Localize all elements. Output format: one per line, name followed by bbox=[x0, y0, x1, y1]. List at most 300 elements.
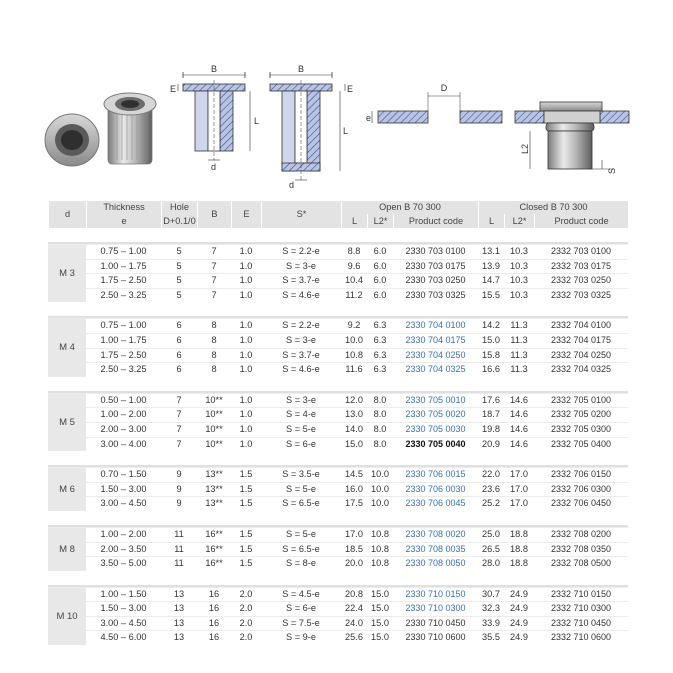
open-l2-cell: 10.8 bbox=[367, 542, 393, 557]
open-l-cell: 11.2 bbox=[341, 288, 367, 303]
s-cell: S = 2.2-e bbox=[261, 244, 341, 259]
e-cell: 2.0 bbox=[231, 616, 261, 631]
hole-cell: 11 bbox=[161, 556, 197, 571]
closed-l2-cell: 14.6 bbox=[504, 393, 534, 408]
s-cell: S = 6-e bbox=[261, 601, 341, 616]
closed-code-cell: 2332 703 0250 bbox=[534, 273, 628, 288]
group-spacer bbox=[48, 377, 628, 393]
closed-l-cell: 30.7 bbox=[478, 587, 504, 602]
closed-code-cell: 2332 710 0150 bbox=[534, 587, 628, 602]
thickness-cell: 2.50 – 3.25 bbox=[86, 288, 161, 303]
s-cell: S = 8-e bbox=[261, 556, 341, 571]
table-row bbox=[48, 467, 628, 482]
hole-cell: 5 bbox=[161, 273, 197, 288]
open-l2-cell: 8.0 bbox=[367, 393, 393, 408]
s-cell: S = 3.7-e bbox=[261, 348, 341, 363]
hole-cell: 11 bbox=[161, 542, 197, 557]
thickness-cell: 1.50 – 3.00 bbox=[86, 482, 161, 497]
open-code-cell: 2330 704 0325 bbox=[393, 362, 478, 377]
thickness-cell: 0.75 – 1.00 bbox=[86, 244, 161, 259]
hole-cell: 5 bbox=[161, 288, 197, 303]
closed-code-cell: 2332 703 0100 bbox=[534, 244, 628, 259]
closed-l2-cell: 10.3 bbox=[504, 259, 534, 274]
open-l-cell: 13.0 bbox=[341, 407, 367, 422]
e-cell: 1.0 bbox=[231, 288, 261, 303]
s-cell: S = 3-e bbox=[261, 333, 341, 348]
closed-l2-cell: 11.3 bbox=[504, 362, 534, 377]
e-cell: 1.0 bbox=[231, 407, 261, 422]
e-cell: 1.0 bbox=[231, 437, 261, 452]
closed-code-cell: 2332 708 0200 bbox=[534, 527, 628, 542]
closed-code-cell: 2332 710 0300 bbox=[534, 601, 628, 616]
size-cell: M 6 bbox=[48, 467, 86, 511]
closed-l-cell: 26.5 bbox=[478, 542, 504, 557]
open-rivet-nut-drawing bbox=[178, 72, 250, 160]
open-l-cell: 10.4 bbox=[341, 273, 367, 288]
closed-rivet-nut-drawing bbox=[270, 72, 345, 180]
open-l-cell: 17.5 bbox=[341, 496, 367, 511]
s-cell: S = 6-e bbox=[261, 437, 341, 452]
open-code-cell: 2330 706 0015 bbox=[393, 467, 478, 482]
open-l-cell: 17.0 bbox=[341, 527, 367, 542]
open-l2-cell: 6.0 bbox=[367, 259, 393, 274]
b-cell: 7 bbox=[197, 259, 231, 274]
open-l-cell: 9.6 bbox=[341, 259, 367, 274]
s-cell: S = 3.5-e bbox=[261, 467, 341, 482]
open-l2-cell: 10.8 bbox=[367, 556, 393, 571]
hole-cell: 7 bbox=[161, 407, 197, 422]
closed-code-cell: 2332 708 0500 bbox=[534, 556, 628, 571]
header-closed-L: L bbox=[478, 214, 504, 228]
b-cell: 7 bbox=[197, 288, 231, 303]
open-l-cell: 9.2 bbox=[341, 318, 367, 333]
header-open-L2: L2* bbox=[367, 214, 393, 228]
open-l-cell: 10.8 bbox=[341, 348, 367, 363]
closed-l2-cell: 11.3 bbox=[504, 333, 534, 348]
hole-cell: 7 bbox=[161, 437, 197, 452]
b-cell: 7 bbox=[197, 273, 231, 288]
s-cell: S = 7.5-e bbox=[261, 616, 341, 631]
label-L-open: L bbox=[254, 116, 260, 126]
installed-rivet-nut-drawing bbox=[515, 102, 629, 169]
closed-code-cell: 2332 704 0100 bbox=[534, 318, 628, 333]
thickness-cell: 3.50 – 5.00 bbox=[86, 556, 161, 571]
thickness-cell: 1.00 – 1.50 bbox=[86, 587, 161, 602]
hole-cell: 13 bbox=[161, 587, 197, 602]
open-code-cell: 2330 703 0250 bbox=[393, 273, 478, 288]
e-cell: 1.5 bbox=[231, 496, 261, 511]
e-cell: 2.0 bbox=[231, 587, 261, 602]
closed-l-cell: 20.9 bbox=[478, 437, 504, 452]
open-l2-cell: 6.0 bbox=[367, 288, 393, 303]
s-cell: S = 4.5-e bbox=[261, 587, 341, 602]
table-row bbox=[48, 348, 628, 363]
closed-l-cell: 15.8 bbox=[478, 348, 504, 363]
header-B: B bbox=[197, 201, 231, 228]
closed-l-cell: 14.2 bbox=[478, 318, 504, 333]
size-cell: M 3 bbox=[48, 244, 86, 302]
label-L2: L2 bbox=[520, 143, 530, 154]
closed-l2-cell: 17.0 bbox=[504, 467, 534, 482]
header-closed-L2: L2* bbox=[504, 214, 534, 228]
thickness-cell: 3.00 – 4.00 bbox=[86, 437, 161, 452]
header-E: E bbox=[231, 201, 261, 228]
label-S: S bbox=[607, 167, 617, 174]
open-code-cell: 2330 703 0325 bbox=[393, 288, 478, 303]
closed-code-cell: 2332 706 0450 bbox=[534, 496, 628, 511]
b-cell: 16 bbox=[197, 601, 231, 616]
closed-l-cell: 17.6 bbox=[478, 393, 504, 408]
label-d-closed: d bbox=[289, 180, 295, 190]
closed-code-cell: 2332 705 0300 bbox=[534, 422, 628, 437]
b-cell: 16 bbox=[197, 587, 231, 602]
closed-code-cell: 2332 708 0350 bbox=[534, 542, 628, 557]
thickness-cell: 1.50 – 3.00 bbox=[86, 601, 161, 616]
open-l2-cell: 10.0 bbox=[367, 496, 393, 511]
open-l2-cell: 10.0 bbox=[367, 467, 393, 482]
closed-code-cell: 2332 704 0175 bbox=[534, 333, 628, 348]
open-code-cell: 2330 710 0450 bbox=[393, 616, 478, 631]
closed-l2-cell: 11.3 bbox=[504, 348, 534, 363]
hole-cell: 6 bbox=[161, 348, 197, 363]
b-cell: 8 bbox=[197, 348, 231, 363]
thickness-cell: 2.00 – 3.50 bbox=[86, 542, 161, 557]
open-code-cell: 2330 706 0030 bbox=[393, 482, 478, 497]
group-spacer bbox=[48, 302, 628, 318]
hole-cell: 11 bbox=[161, 527, 197, 542]
header-S: S* bbox=[261, 201, 341, 228]
open-l2-cell: 8.0 bbox=[367, 407, 393, 422]
open-l2-cell: 10.0 bbox=[367, 482, 393, 497]
s-cell: S = 3-e bbox=[261, 393, 341, 408]
e-cell: 1.0 bbox=[231, 393, 261, 408]
b-cell: 8 bbox=[197, 333, 231, 348]
closed-l-cell: 25.2 bbox=[478, 496, 504, 511]
s-cell: S = 5-e bbox=[261, 482, 341, 497]
size-cell: M 4 bbox=[48, 318, 86, 376]
thickness-cell: 3.00 – 4.50 bbox=[86, 496, 161, 511]
table-row bbox=[48, 527, 628, 542]
header-d: d bbox=[48, 201, 86, 228]
b-cell: 10** bbox=[197, 393, 231, 408]
hole-cell: 6 bbox=[161, 333, 197, 348]
closed-l-cell: 25.0 bbox=[478, 527, 504, 542]
closed-code-cell: 2332 704 0325 bbox=[534, 362, 628, 377]
open-l2-cell: 6.0 bbox=[367, 244, 393, 259]
table-row bbox=[48, 630, 628, 645]
open-l2-cell: 6.3 bbox=[367, 348, 393, 363]
thickness-cell: 1.00 – 1.75 bbox=[86, 259, 161, 274]
e-cell: 1.0 bbox=[231, 333, 261, 348]
open-l-cell: 20.8 bbox=[341, 587, 367, 602]
closed-l2-cell: 14.6 bbox=[504, 407, 534, 422]
table-row bbox=[48, 422, 628, 437]
closed-l2-cell: 24.9 bbox=[504, 601, 534, 616]
specification-table bbox=[48, 201, 628, 645]
label-B-open: B bbox=[210, 64, 218, 74]
open-l-cell: 20.0 bbox=[341, 556, 367, 571]
closed-l2-cell: 17.0 bbox=[504, 496, 534, 511]
s-cell: S = 3-e bbox=[261, 259, 341, 274]
b-cell: 16** bbox=[197, 542, 231, 557]
hole-cell: 13 bbox=[161, 630, 197, 645]
thickness-cell: 0.75 – 1.00 bbox=[86, 318, 161, 333]
group-spacer bbox=[48, 571, 628, 587]
closed-l2-cell: 24.9 bbox=[504, 616, 534, 631]
s-cell: S = 3.7-e bbox=[261, 273, 341, 288]
table-row bbox=[48, 288, 628, 303]
e-cell: 1.5 bbox=[231, 556, 261, 571]
b-cell: 10** bbox=[197, 437, 231, 452]
header-open: Open B 70 300 bbox=[341, 201, 478, 214]
group-spacer bbox=[48, 451, 628, 467]
closed-code-cell: 2332 705 0100 bbox=[534, 393, 628, 408]
closed-code-cell: 2332 710 0600 bbox=[534, 630, 628, 645]
thickness-cell: 1.00 – 2.00 bbox=[86, 407, 161, 422]
closed-l-cell: 33.9 bbox=[478, 616, 504, 631]
label-e: e bbox=[366, 113, 372, 123]
open-l-cell: 12.0 bbox=[341, 393, 367, 408]
open-l-cell: 14.5 bbox=[341, 467, 367, 482]
table-row bbox=[48, 244, 628, 259]
label-D: D bbox=[440, 83, 448, 93]
label-L-closed: L bbox=[343, 126, 349, 136]
hole-cell: 5 bbox=[161, 244, 197, 259]
header-open-code: Product code bbox=[393, 214, 478, 228]
e-cell: 1.0 bbox=[231, 422, 261, 437]
e-cell: 1.0 bbox=[231, 348, 261, 363]
header-hole: Hole bbox=[161, 201, 197, 214]
thickness-cell: 3.00 – 4.50 bbox=[86, 616, 161, 631]
thickness-cell: 1.00 – 2.00 bbox=[86, 527, 161, 542]
e-cell: 1.5 bbox=[231, 542, 261, 557]
s-cell: S = 4-e bbox=[261, 407, 341, 422]
table-row bbox=[48, 333, 628, 348]
closed-l2-cell: 17.0 bbox=[504, 482, 534, 497]
hole-cell: 9 bbox=[161, 482, 197, 497]
table-row bbox=[48, 587, 628, 602]
e-cell: 2.0 bbox=[231, 601, 261, 616]
hole-cell: 7 bbox=[161, 393, 197, 408]
table-row bbox=[48, 407, 628, 422]
product-figures bbox=[0, 0, 673, 195]
closed-l2-cell: 11.3 bbox=[504, 318, 534, 333]
header-thickness: Thickness bbox=[86, 201, 161, 214]
b-cell: 16** bbox=[197, 527, 231, 542]
closed-l-cell: 28.0 bbox=[478, 556, 504, 571]
b-cell: 16 bbox=[197, 630, 231, 645]
e-cell: 1.0 bbox=[231, 362, 261, 377]
closed-l2-cell: 18.8 bbox=[504, 542, 534, 557]
s-cell: S = 6.5-e bbox=[261, 542, 341, 557]
open-code-cell: 2330 704 0250 bbox=[393, 348, 478, 363]
e-cell: 1.5 bbox=[231, 527, 261, 542]
open-code-cell: 2330 710 0150 bbox=[393, 587, 478, 602]
open-code-cell: 2330 705 0010 bbox=[393, 393, 478, 408]
b-cell: 16 bbox=[197, 616, 231, 631]
open-code-cell: 2330 710 0300 bbox=[393, 601, 478, 616]
open-code-cell: 2330 705 0020 bbox=[393, 407, 478, 422]
open-l2-cell: 6.0 bbox=[367, 273, 393, 288]
closed-code-cell: 2332 705 0400 bbox=[534, 437, 628, 452]
b-cell: 8 bbox=[197, 362, 231, 377]
hole-cell: 6 bbox=[161, 362, 197, 377]
e-cell: 1.0 bbox=[231, 273, 261, 288]
open-l-cell: 14.0 bbox=[341, 422, 367, 437]
open-code-cell: 2330 703 0175 bbox=[393, 259, 478, 274]
thickness-cell: 4.50 – 6.00 bbox=[86, 630, 161, 645]
open-l-cell: 25.6 bbox=[341, 630, 367, 645]
e-cell: 2.0 bbox=[231, 630, 261, 645]
open-l2-cell: 10.8 bbox=[367, 527, 393, 542]
header-closed: Closed B 70 300 bbox=[478, 201, 628, 214]
closed-l2-cell: 10.3 bbox=[504, 273, 534, 288]
b-cell: 8 bbox=[197, 318, 231, 333]
closed-l2-cell: 14.6 bbox=[504, 437, 534, 452]
open-l2-cell: 8.0 bbox=[367, 437, 393, 452]
b-cell: 16** bbox=[197, 556, 231, 571]
open-l2-cell: 15.0 bbox=[367, 587, 393, 602]
closed-l-cell: 15.5 bbox=[478, 288, 504, 303]
s-cell: S = 9-e bbox=[261, 630, 341, 645]
open-code-cell: 2330 704 0175 bbox=[393, 333, 478, 348]
table-row bbox=[48, 259, 628, 274]
hole-cell: 13 bbox=[161, 601, 197, 616]
closed-l2-cell: 18.8 bbox=[504, 527, 534, 542]
closed-l-cell: 32.3 bbox=[478, 601, 504, 616]
open-l-cell: 15.0 bbox=[341, 437, 367, 452]
closed-l-cell: 13.1 bbox=[478, 244, 504, 259]
e-cell: 1.5 bbox=[231, 467, 261, 482]
group-spacer bbox=[48, 511, 628, 527]
hole-cell: 9 bbox=[161, 467, 197, 482]
s-cell: S = 4.6-e bbox=[261, 288, 341, 303]
rivet-nut-photo bbox=[45, 93, 156, 166]
closed-l2-cell: 14.6 bbox=[504, 422, 534, 437]
closed-l-cell: 22.0 bbox=[478, 467, 504, 482]
table-row bbox=[48, 437, 628, 452]
table-row bbox=[48, 601, 628, 616]
closed-code-cell: 2332 710 0450 bbox=[534, 616, 628, 631]
open-l-cell: 18.5 bbox=[341, 542, 367, 557]
closed-l-cell: 23.6 bbox=[478, 482, 504, 497]
header-thickness-sub: e bbox=[86, 214, 161, 228]
label-E-closed: E bbox=[347, 84, 354, 94]
hole-cell: 13 bbox=[161, 616, 197, 631]
open-l-cell: 8.8 bbox=[341, 244, 367, 259]
open-l-cell: 16.0 bbox=[341, 482, 367, 497]
table-row bbox=[48, 542, 628, 557]
group-spacer bbox=[48, 228, 628, 244]
open-l2-cell: 15.0 bbox=[367, 601, 393, 616]
table-row bbox=[48, 496, 628, 511]
closed-l-cell: 18.7 bbox=[478, 407, 504, 422]
open-l2-cell: 15.0 bbox=[367, 630, 393, 645]
closed-code-cell: 2332 703 0175 bbox=[534, 259, 628, 274]
hole-cell: 7 bbox=[161, 422, 197, 437]
thickness-cell: 1.00 – 1.75 bbox=[86, 333, 161, 348]
closed-l-cell: 35.5 bbox=[478, 630, 504, 645]
open-l2-cell: 8.0 bbox=[367, 422, 393, 437]
closed-code-cell: 2332 704 0250 bbox=[534, 348, 628, 363]
open-code-cell: 2330 705 0040 bbox=[393, 437, 478, 452]
open-l-cell: 11.6 bbox=[341, 362, 367, 377]
table-body bbox=[48, 228, 628, 645]
b-cell: 7 bbox=[197, 244, 231, 259]
open-code-cell: 2330 708 0020 bbox=[393, 527, 478, 542]
s-cell: S = 5-e bbox=[261, 527, 341, 542]
closed-l2-cell: 18.8 bbox=[504, 556, 534, 571]
b-cell: 13** bbox=[197, 496, 231, 511]
label-E-open: E bbox=[170, 84, 177, 94]
open-l2-cell: 6.3 bbox=[367, 318, 393, 333]
thickness-cell: 0.50 – 1.00 bbox=[86, 393, 161, 408]
closed-l2-cell: 10.3 bbox=[504, 288, 534, 303]
closed-code-cell: 2332 703 0325 bbox=[534, 288, 628, 303]
s-cell: S = 6.5-e bbox=[261, 496, 341, 511]
table-row bbox=[48, 393, 628, 408]
closed-code-cell: 2332 706 0150 bbox=[534, 467, 628, 482]
thickness-cell: 1.75 – 2.50 bbox=[86, 348, 161, 363]
e-cell: 1.0 bbox=[231, 318, 261, 333]
s-cell: S = 2.2-e bbox=[261, 318, 341, 333]
closed-l-cell: 16.6 bbox=[478, 362, 504, 377]
open-l2-cell: 6.3 bbox=[367, 333, 393, 348]
e-cell: 1.5 bbox=[231, 482, 261, 497]
closed-l-cell: 15.0 bbox=[478, 333, 504, 348]
open-code-cell: 2330 704 0100 bbox=[393, 318, 478, 333]
closed-l-cell: 13.9 bbox=[478, 259, 504, 274]
closed-l-cell: 19.8 bbox=[478, 422, 504, 437]
size-cell: M 5 bbox=[48, 393, 86, 451]
e-cell: 1.0 bbox=[231, 259, 261, 274]
table-row bbox=[48, 362, 628, 377]
open-l-cell: 24.0 bbox=[341, 616, 367, 631]
open-code-cell: 2330 710 0600 bbox=[393, 630, 478, 645]
hole-cell: 5 bbox=[161, 259, 197, 274]
open-code-cell: 2330 708 0050 bbox=[393, 556, 478, 571]
hole-drawing bbox=[372, 92, 502, 123]
table-header bbox=[48, 201, 628, 228]
b-cell: 13** bbox=[197, 482, 231, 497]
table-row bbox=[48, 482, 628, 497]
b-cell: 10** bbox=[197, 422, 231, 437]
thickness-cell: 2.00 – 3.00 bbox=[86, 422, 161, 437]
open-l-cell: 10.0 bbox=[341, 333, 367, 348]
closed-l2-cell: 24.9 bbox=[504, 630, 534, 645]
label-B-closed: B bbox=[297, 64, 305, 74]
table-row bbox=[48, 556, 628, 571]
size-cell: M 8 bbox=[48, 527, 86, 571]
header-closed-code: Product code bbox=[534, 214, 628, 228]
s-cell: S = 4.6-e bbox=[261, 362, 341, 377]
e-cell: 1.0 bbox=[231, 244, 261, 259]
b-cell: 13** bbox=[197, 467, 231, 482]
label-d-open: d bbox=[211, 162, 217, 172]
s-cell: S = 5-e bbox=[261, 422, 341, 437]
closed-code-cell: 2332 706 0300 bbox=[534, 482, 628, 497]
header-hole-sub: D+0.1/0 bbox=[161, 214, 197, 228]
open-l2-cell: 6.3 bbox=[367, 362, 393, 377]
closed-l2-cell: 10.3 bbox=[504, 244, 534, 259]
open-code-cell: 2330 708 0035 bbox=[393, 542, 478, 557]
table-row bbox=[48, 273, 628, 288]
thickness-cell: 0.70 – 1.50 bbox=[86, 467, 161, 482]
hole-cell: 9 bbox=[161, 496, 197, 511]
table-row bbox=[48, 318, 628, 333]
thickness-cell: 2.50 – 3.25 bbox=[86, 362, 161, 377]
hole-cell: 6 bbox=[161, 318, 197, 333]
